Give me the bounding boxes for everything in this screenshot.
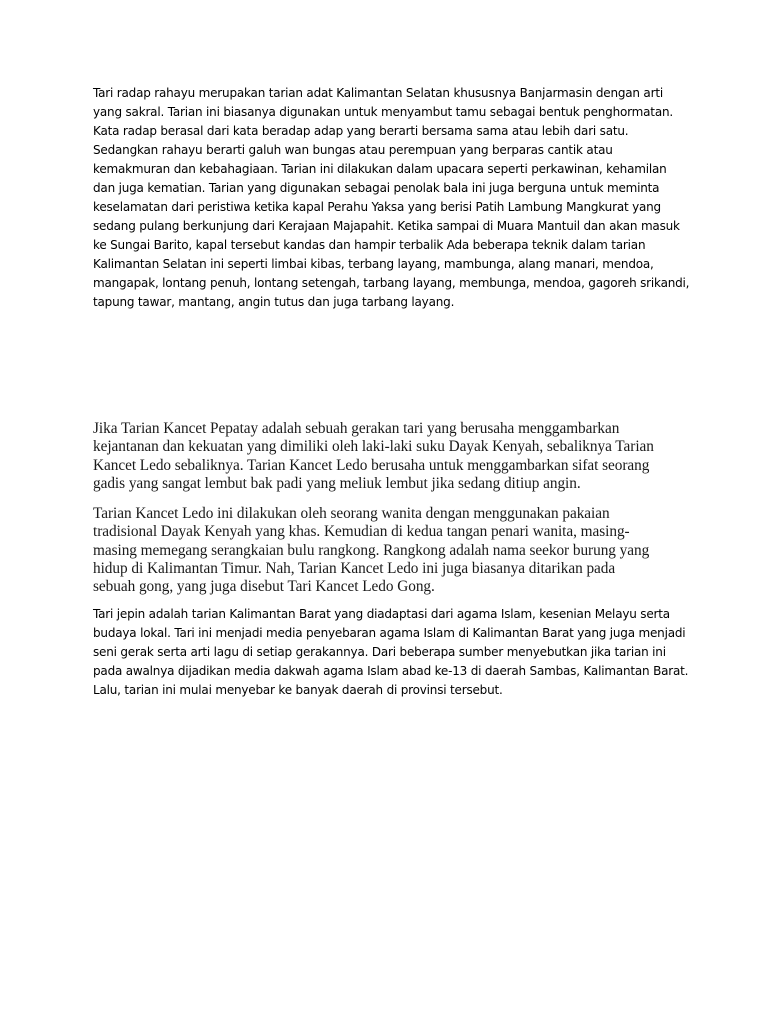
text-line: sedang pulang berkunjung dari Kerajaan Majapahit. Ketika sampai di Muara Mantuil dan akan masuk xyxy=(93,219,680,233)
text-line: seni gerak serta arti lagu di setiap gerakannya. Dari beberapa sumber menyebutkan jika tarian ini xyxy=(93,645,666,659)
text-line: Jika Tarian Kancet Pepatay adalah sebuah gerakan tari yang berusaha menggambarkan xyxy=(93,420,620,437)
text-line: budaya lokal. Tari ini menjadi media penyebaran agama Islam di Kalimantan Barat yang juga menjadi xyxy=(93,626,686,640)
text-line: hidup di Kalimantan Timur. Nah, Tarian Kancet Ledo ini juga biasanya ditarikan pada xyxy=(93,559,616,577)
text-line: Kancet Ledo sebaliknya. Tarian Kancet Ledo berusaha untuk menggambarkan sifat seorang xyxy=(93,456,650,474)
text-line: Tari radap rahayu merupakan tarian adat Kalimantan Selatan khususnya Banjarmasin dengan arti xyxy=(93,86,663,100)
text-line: gadis yang sangat lembut bak padi yang meliuk lembut jika sedang ditiup angin. xyxy=(93,474,581,492)
text-line: yang sakral. Tarian ini biasanya digunakan untuk menyambut tamu sebagai bentuk penghormatan. xyxy=(93,105,673,119)
text-line: keselamatan dari peristiwa ketika kapal Perahu Yaksa yang berisi Patih Lambung Mangkurat yang xyxy=(93,200,661,214)
text-line: Lalu, tarian ini mulai menyebar ke banyak daerah di provinsi tersebut. xyxy=(93,683,503,697)
text-line: mangapak, lontang penuh, lontang setengah, tarbang layang, membunga, mendoa, gagoreh srikandi, xyxy=(93,276,690,290)
text-line: Tarian Kancet Ledo ini dilakukan oleh seorang wanita dengan menggunakan pakaian xyxy=(93,505,610,522)
text-line: ke Sungai Barito, kapal tersebut kandas dan hampir terbalik Ada beberapa teknik dalam tarian xyxy=(93,238,646,252)
paragraph-radap-rahayu xyxy=(93,84,689,312)
text-line: Kata radap berasal dari kata beradap adap yang berarti bersama sama atau lebih dari satu. xyxy=(93,124,629,138)
text-line: pada awalnya dijadikan media dakwah agama Islam abad ke-13 di daerah Sambas, Kalimantan Barat. xyxy=(93,664,689,678)
paragraph-tari-jepin xyxy=(93,605,688,700)
text-line: masing memegang serangkaian bulu rangkong. Rangkong adalah nama seekor burung yang xyxy=(93,541,650,559)
text-line: Tari jepin adalah tarian Kalimantan Barat yang diadaptasi dari agama Islam, kesenian Melayu serta xyxy=(93,607,670,621)
text-line: dan juga kematian. Tarian yang digunakan sebagai penolak bala ini juga berguna untuk meminta xyxy=(93,181,660,195)
text-line: kejantanan dan kekuatan yang dimiliki oleh laki-laki suku Dayak Kenyah, sebaliknya Tarian xyxy=(93,438,654,456)
text-line: sebuah gong, yang juga disebut Tari Kancet Ledo Gong. xyxy=(93,578,435,596)
text-line: tradisional Dayak Kenyah yang khas. Kemudian di kedua tangan penari wanita, masing- xyxy=(93,523,630,541)
paragraph-kancet-pepatay xyxy=(93,420,654,493)
text-line: Sedangkan rahayu berarti galuh wan bungas atau perempuan yang berparas cantik atau xyxy=(93,143,613,157)
text-line: Kalimantan Selatan ini seperti limbai kibas, terbang layang, mambunga, alang manari, mendoa, xyxy=(93,257,654,271)
text-line: kemakmuran dan kebahagiaan. Tarian ini dilakukan dalam upacara seperti perkawinan, kehamilan xyxy=(93,162,667,176)
text-line: tapung tawar, mantang, angin tutus dan juga tarbang layang. xyxy=(93,295,455,309)
paragraph-kancet-ledo xyxy=(93,505,649,596)
